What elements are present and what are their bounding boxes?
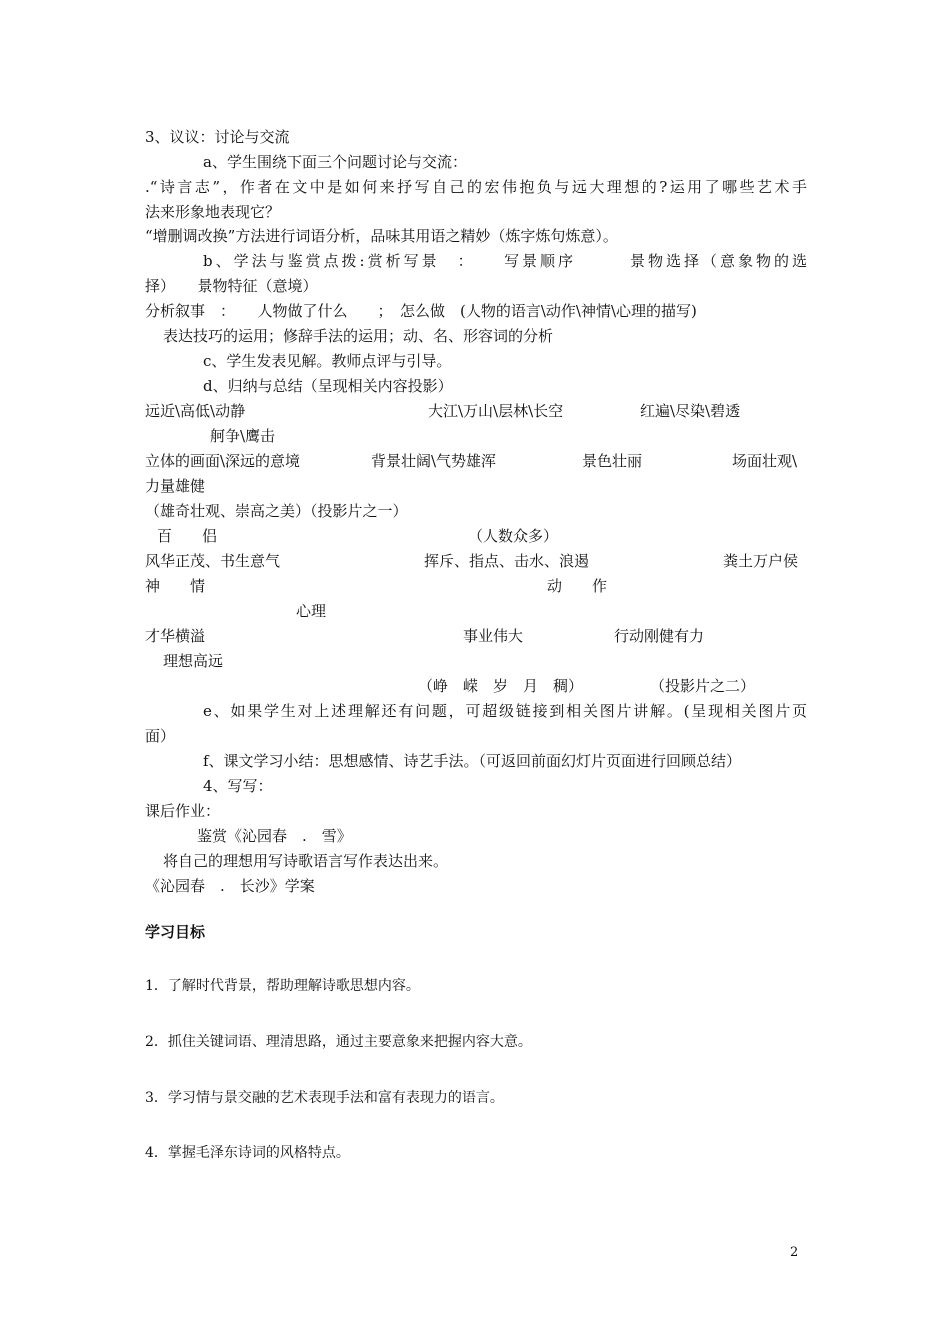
section-heading: 3、议议：讨论与交流 [145,128,290,146]
table1-cell: 背景壮阔\气势雄浑 [371,452,497,470]
question-1-line-1: .“诗言志”，作者在文中是如何来抒写自己的宏伟抱负与远大理想的?运用了哪些艺术手 [145,178,807,196]
table1-cell: 场面壮观\ [732,452,798,470]
expression-skills: 表达技巧的运用；修辞手法的运用；动、名、形容词的分析 [163,327,554,345]
table2-cell: 动 作 [547,577,608,595]
table1-cell: 力量雄健 [145,477,206,495]
study-guide-title: 《沁园春 . 长沙》学案 [145,877,315,895]
item-b-line-1: b、学法与鉴赏点拨:赏析写景 ： 写景顺序 景物选择（意象物的选 [203,252,807,270]
narrative-analysis: 分析叙事 ： 人物做了什么 ； 怎么做 (人物的语言\动作\神情\心理的描写) [145,302,697,320]
table2-cell: 粪土万户侯 [723,552,799,570]
item-f: f、课文学习小结：思想感情、诗艺手法。（可返回前面幻灯片页面进行回顾总结） [203,752,742,770]
question-2: “增删调改换”方法进行词语分析，品味其用语之精妙（炼字炼句炼意）。 [145,227,618,245]
table2-cell: 风华正茂、书生意气 [145,552,281,570]
table1-cell: 红遍\尽染\碧透 [640,402,741,420]
table1-cell: 大江\万山\层林\长空 [428,402,564,420]
item-b-line-2: 择） 景物特征（意境） [145,277,318,295]
table1-cell: 舸争\鹰击 [210,427,276,445]
table2-caption: （峥 嵘 岁 月 稠） [418,677,584,695]
table1-cell: 景色壮丽 [582,452,643,470]
table2-caption: （投影片之二） [650,677,756,695]
table2-cell: 事业伟大 [463,627,524,645]
item-d: d、归纳与总结（呈现相关内容投影） [203,377,453,395]
item-e-line-1: e、如果学生对上述理解还有问题，可超级链接到相关图片讲解。(呈现相关图片页 [203,702,807,720]
table1-cell: 立体的画面\深远的意境 [145,452,301,470]
goal-item: 4．掌握毛泽东诗词的风格特点。 [145,1145,350,1161]
goal-item: 3．学习情与景交融的艺术表现手法和富有表现力的语言。 [145,1090,504,1106]
table2-cell: 行动刚健有力 [614,627,705,645]
homework-heading: 课后作业： [145,802,221,820]
item-c: c、学生发表见解。教师点评与引导。 [203,352,452,370]
item-e-line-2: 面） [145,727,176,745]
question-1-line-2: 法来形象地表现它？ [145,203,281,221]
table2-cell: 心理 [296,602,327,620]
writing-heading: 4、写写： [203,777,273,795]
table2-cell: 神 情 [145,577,206,595]
homework-item: 鉴赏《沁园春 . 雪》 [197,827,352,845]
table2-cell: 才华横溢 [145,627,206,645]
item-a: a、学生围绕下面三个问题讨论与交流： [203,153,467,171]
goal-item: 1．了解时代背景，帮助理解诗歌思想内容。 [145,978,420,994]
goals-heading: 学习目标 [145,923,206,941]
page-number: 2 [790,1245,799,1260]
homework-item: 将自己的理想用写诗歌语言写作表达出来。 [163,852,449,870]
goal-item: 2．抓住关键词语、理清思路，通过主要意象来把握内容大意。 [145,1034,532,1050]
table1-cell: 远近\高低\动静 [145,402,246,420]
table2-cell: （人数众多） [468,527,559,545]
table2-cell: 百 侣 [157,527,218,545]
table2-cell: 理想高远 [163,652,224,670]
table1-caption: （雄奇壮观、崇高之美）（投影片之一） [145,502,408,520]
table2-cell: 挥斥、指点、击水、浪遏 [424,552,590,570]
